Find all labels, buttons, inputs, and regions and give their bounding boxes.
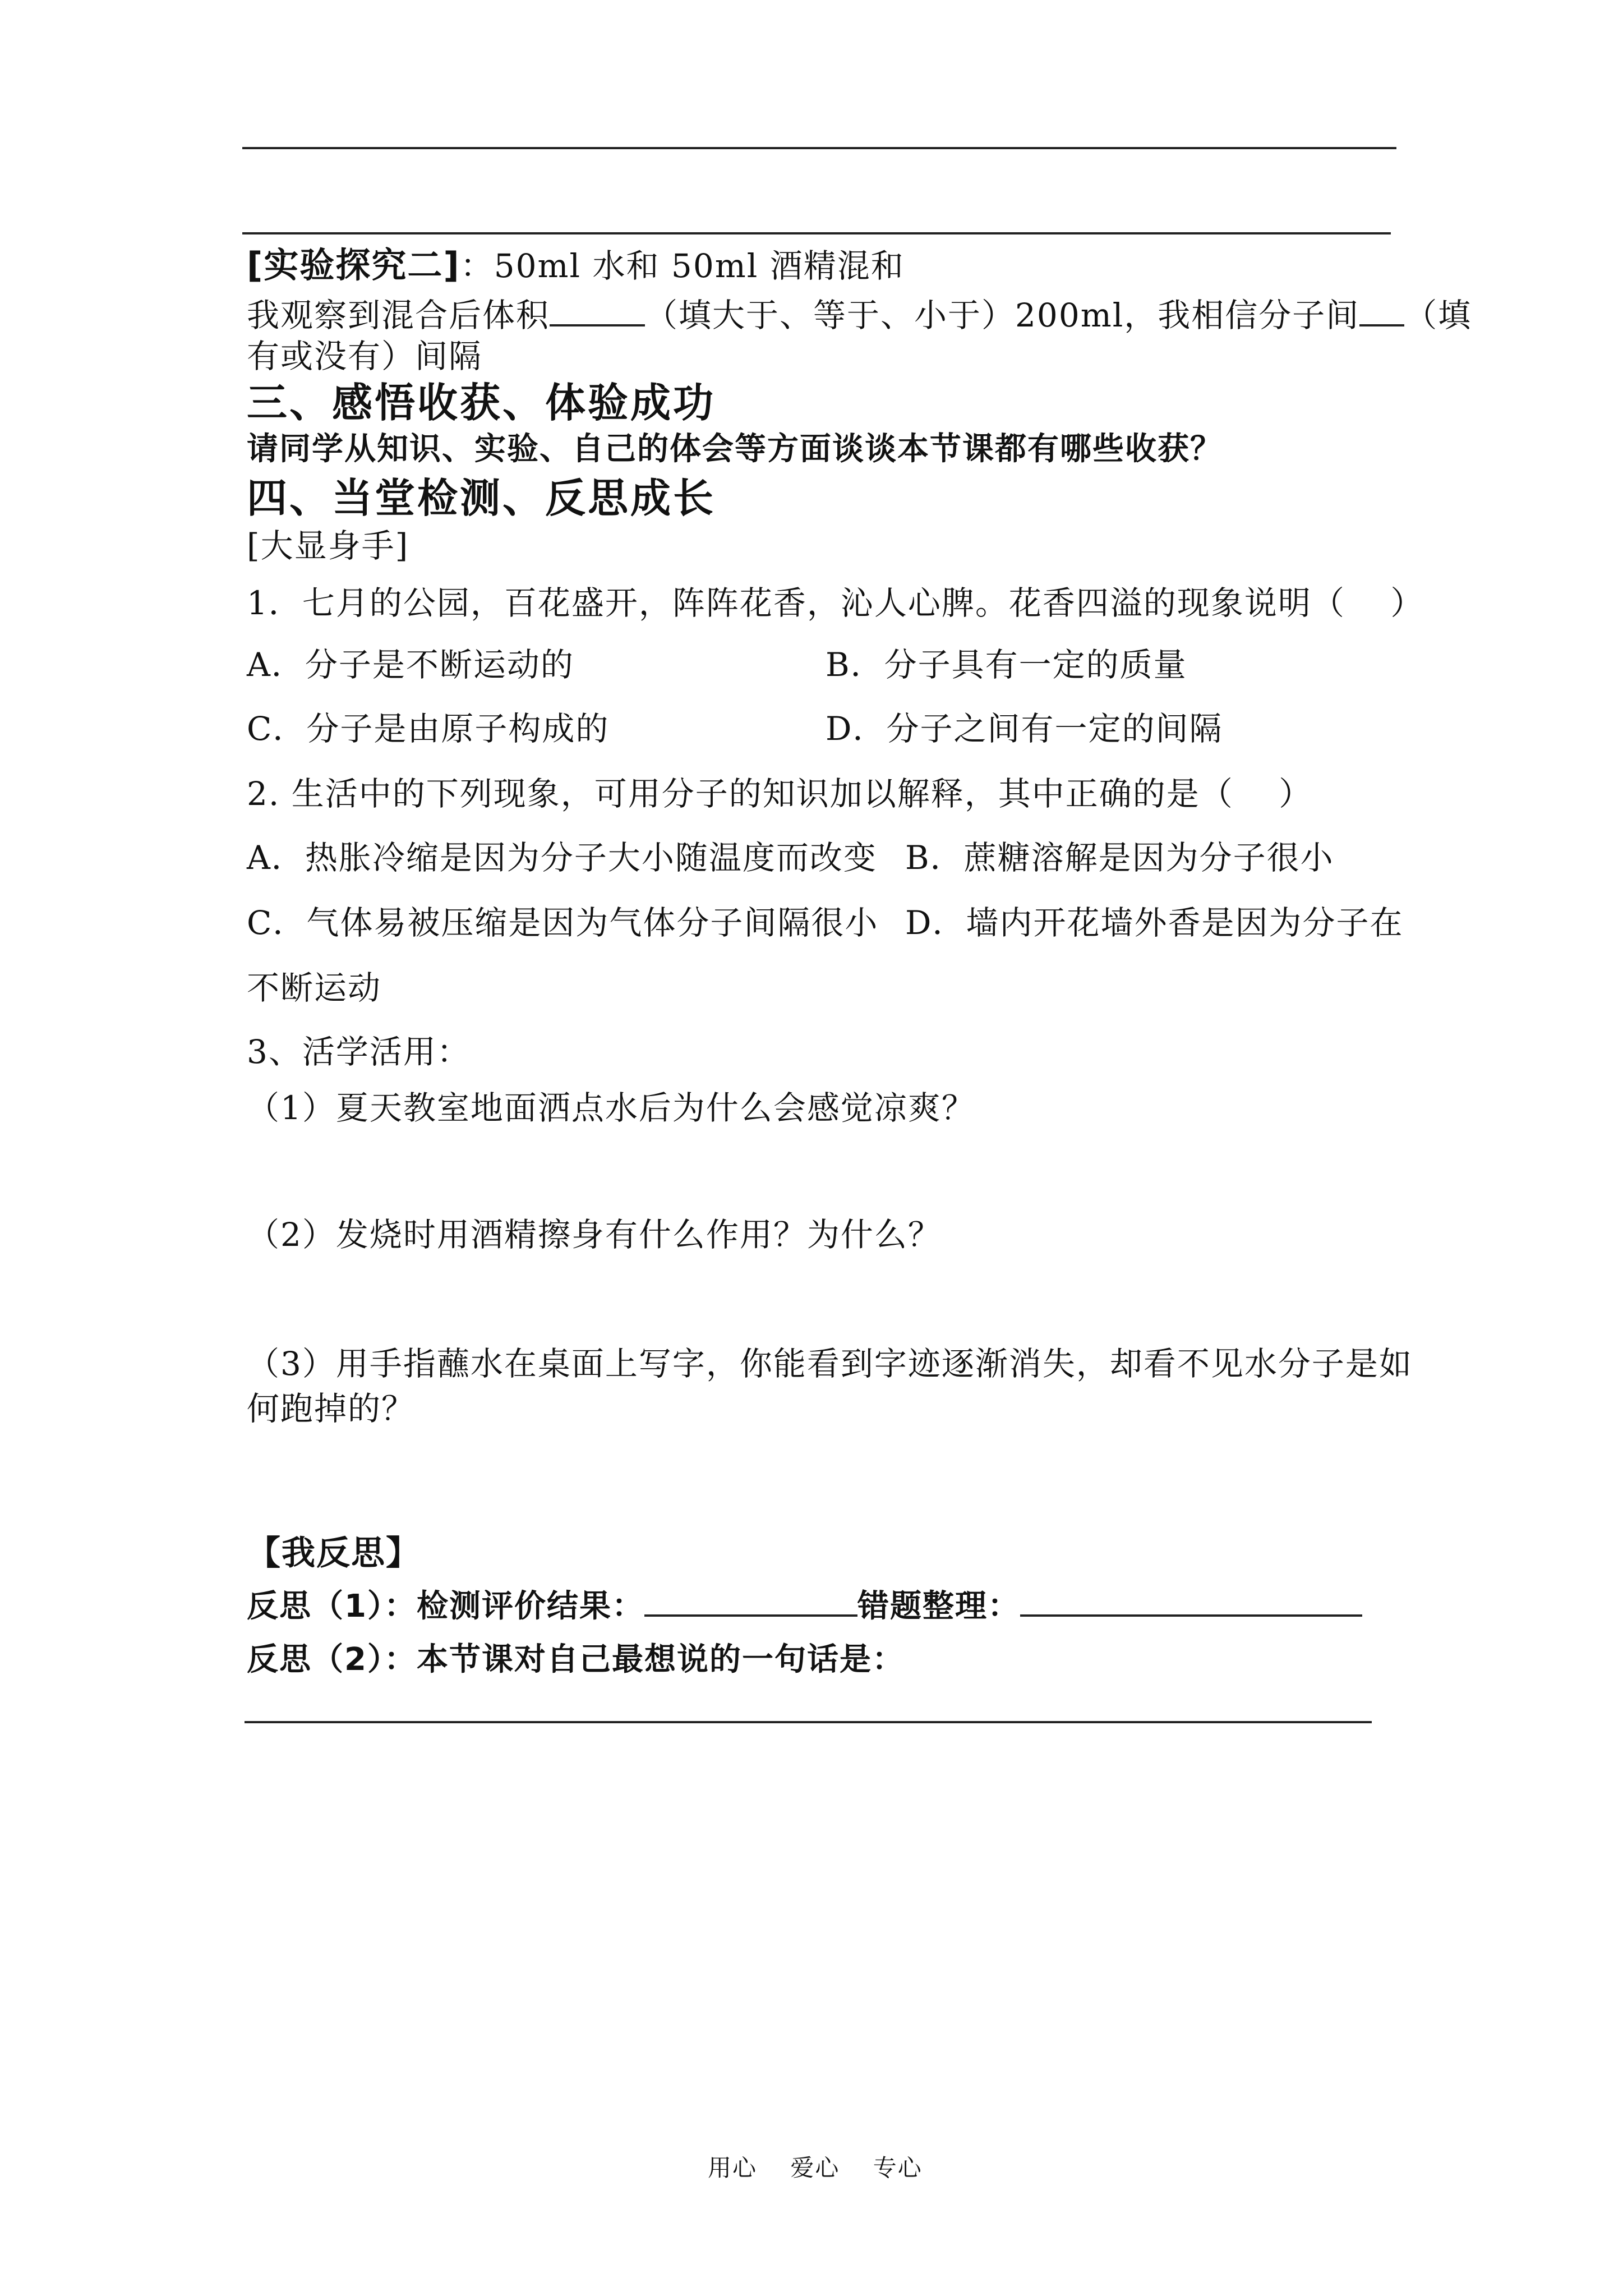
experiment2-line1-suffix: （填 — [1404, 296, 1472, 334]
section3-prompt: 请同学从知识、实验、自己的体会等方面谈谈本节课都有哪些收获？ — [247, 431, 1223, 467]
experiment2-line1-middle: （填大于、等于、小于）200ml，我相信分子间 — [645, 296, 1360, 334]
q1-option-a[interactable]: A．分子是不断运动的 — [247, 646, 574, 684]
section4-heading: 四、当堂检测、反思成长 — [247, 475, 716, 522]
experiment2-line1 — [247, 293, 1472, 335]
reflection-answer-line[interactable] — [245, 1721, 1372, 1723]
q1-option-b[interactable]: B．分子具有一定的质量 — [826, 646, 1187, 684]
q1-option-d[interactable]: D．分子之间有一定的间隔 — [826, 710, 1223, 748]
reflection-2: 反思（2）：本节课对自己最想说的一句话是： — [247, 1641, 905, 1678]
experiment2-label: [实验探究二] — [247, 245, 460, 286]
reflection-heading: 【我反思】 — [247, 1534, 421, 1573]
q3-part1: （1）夏天教室地面洒点水后为什么会感觉凉爽？ — [247, 1089, 975, 1127]
q2-option-a[interactable]: A．热胀冷缩是因为分子大小随温度而改变 — [247, 839, 877, 877]
q3-part2: （2）发烧时用酒精擦身有什么作用？为什么？ — [247, 1216, 942, 1254]
q2-stem: 2. 生活中的下列现象，可用分子的知识加以解释，其中正确的是（ ） — [247, 775, 1313, 813]
q1-option-c[interactable]: C．分子是由原子构成的 — [247, 710, 610, 748]
q3-part3-line1: （3）用手指蘸水在桌面上写字，你能看到字迹逐渐消失，却看不见水分子是如 — [247, 1345, 1413, 1383]
q2-option-d-continued: 不断运动 — [247, 969, 382, 1007]
reflection-1-label-2: 错题整理： — [857, 1588, 1020, 1625]
page-footer: 用心 爱心 专心 — [708, 2154, 923, 2182]
reflection-1-label: 反思（1）：检测评价结果： — [247, 1588, 644, 1625]
q2-option-b[interactable]: B．蔗糖溶解是因为分子很小 — [905, 839, 1334, 877]
gap-blank[interactable] — [1359, 293, 1404, 326]
answer-line-top-1 — [242, 147, 1396, 149]
reflection-1 — [247, 1583, 1362, 1626]
q2-option-c[interactable]: C．气体易被压缩是因为气体分子间隔很小 — [247, 904, 879, 942]
q1-stem: 1．七月的公园，百花盛开，阵阵花香，沁人心脾。花香四溢的现象说明（ ） — [247, 584, 1424, 622]
evaluation-result-blank[interactable] — [644, 1583, 857, 1617]
q3-stem: 3、活学活用： — [247, 1033, 471, 1071]
q2-option-d[interactable]: D．墙内开花墙外香是因为分子在 — [905, 904, 1404, 942]
section4-subheading: [大显身手] — [247, 527, 409, 565]
experiment2-text: ：50ml 水和 50ml 酒精混和 — [460, 247, 905, 285]
experiment2-line2: 有或没有）间隔 — [247, 337, 483, 375]
volume-blank[interactable] — [550, 293, 645, 326]
section3-heading: 三、感悟收获、体验成功 — [247, 379, 716, 426]
experiment2-line1-prefix: 我观察到混合后体积 — [247, 296, 550, 334]
q3-part3-line2: 何跑掉的？ — [247, 1389, 416, 1428]
error-review-blank[interactable] — [1020, 1583, 1362, 1617]
answer-line-top-2 — [242, 232, 1391, 234]
experiment2-title — [247, 246, 905, 286]
